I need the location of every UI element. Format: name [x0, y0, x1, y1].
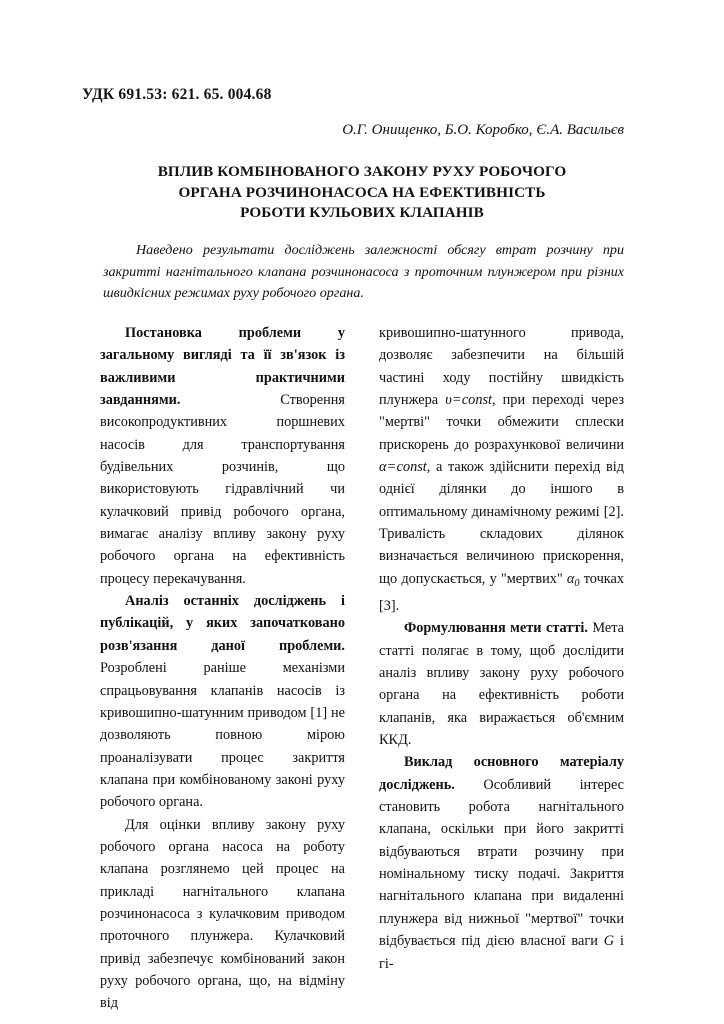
left-paragraph-3-text: Для оцінки впливу закону руху робочого органа насоса на роботу клапана розглянемо цей процес на прикладі нагнітального клапана розчинонасоса з кулачковим приводом проточного плунжера. Кулачковий привід забезпечує комбінований закон руху робочого органа, що, на відміну від: [100, 816, 345, 1012]
right-paragraph-1-text-b: , при переході через "мертві" точки обмежити сплески прискорень до розрахункової величини: [379, 392, 624, 453]
math-acceleration-const: [379, 459, 427, 475]
author-list: О.Г. Онищенко, Б.О. Коробко, Є.А. Васильєв: [342, 122, 624, 138]
right-paragraph-2: [379, 617, 624, 751]
math-var-weight-g: G: [603, 933, 615, 950]
right-paragraph-3-text-b: і гі-: [379, 933, 625, 972]
left-column: [100, 322, 345, 1015]
right-paragraph-2-text: Мета статті полягає в тому, щоб дослідити аналіз впливу закону руху робочого органа на ефективність роботи клапанів, яка виражається об'ємним ККД.: [379, 620, 625, 749]
title-line-1: ВПЛИВ КОМБІНОВАНОГО ЗАКОНУ РУХУ РОБОЧОГО: [157, 163, 567, 180]
math-var-alpha-0: α: [566, 570, 575, 587]
section-heading-main-material: Виклад основного матеріалу досліджень.: [379, 754, 624, 793]
math-const-2: const: [396, 459, 427, 476]
abstract-text: Наведено результати досліджень залежності обсягу втрат розчину при закритті нагнітального клапана розчинонасоса з проточним плунжером при різних швидкісних режимах руху робочого органа.: [103, 242, 624, 301]
title-line-3: РОБОТИ КУЛЬОВИХ КЛАПАНІВ: [240, 204, 484, 221]
section-heading-article-goal: Формулювання мети статті.: [404, 620, 588, 637]
math-equals-1: =: [452, 392, 461, 409]
left-paragraph-1-text: Створення високопродуктивних поршневих насосів для транспортування будівельних розчинів, що використовують гідравлічний чи кулачковий привід робочого органа, вимагає аналізу впливу закону руху робочого органа на ефективність процесу перекачування.: [100, 392, 345, 587]
right-paragraph-1-text-d: точках [3].: [379, 570, 624, 614]
section-heading-recent-research: Аналіз останніх досліджень і публікацій, у яких започатковано розв'язання даної проблеми.: [100, 593, 345, 654]
udc-code: УДК 691.53: 621. 65. 004.68: [82, 86, 272, 103]
left-paragraph-2-text: Розроблені раніше механізми спрацьовування клапанів насосів із кривошипно-шатунним приводом [1] не дозволяють повною мірою проаналізувати процес закриття клапана при комбінованому законі руху робочого органа.: [100, 660, 345, 811]
math-subscript-zero: 0: [574, 577, 580, 589]
left-paragraph-3: [100, 814, 345, 1015]
right-paragraph-3: [379, 751, 624, 974]
body-columns: [100, 322, 625, 1012]
right-paragraph-1-text-a: кривошипно-шатунного привода, дозволяє забезпечити на більшій частині ходу постійну швидкість плунжера: [379, 325, 624, 409]
math-equals-2: =: [387, 459, 396, 476]
page-title: [100, 162, 624, 224]
left-paragraph-2: [100, 590, 345, 813]
math-velocity-const: [445, 392, 492, 408]
math-const-1: const: [461, 392, 493, 409]
right-paragraph-1-text-c: , а також здійснити перехід від однієї ділянки до іншого в оптимальному динамічному режимі [2]. Тривалість складових ділянок визначається величиною прискорення, що допускається, у "мертвих": [379, 459, 624, 587]
right-column: [379, 322, 624, 975]
math-var-alpha: α: [379, 459, 387, 476]
right-paragraph-1: [379, 322, 624, 617]
math-alpha-zero: [567, 571, 580, 587]
right-paragraph-3-text-a: Особливий інтерес становить робота нагнітального клапана, оскільки при його закритті відбуваються втрати розчину при номінальному тиску подачі. Закриття нагнітального клапана при видаленні плунжера від нижньої "мертвої" точки відбувається під дією власної ваги: [379, 776, 624, 950]
math-var-upsilon: υ: [445, 392, 452, 409]
section-heading-problem-statement: Постановка проблеми у загальному вигляді та її зв'язок із важливими практичними завданнями.: [100, 325, 345, 409]
left-paragraph-1: [100, 322, 345, 590]
title-line-2: ОРГАНА РОЗЧИНОНАСОСА НА ЕФЕКТИВНІСТЬ: [178, 183, 546, 201]
